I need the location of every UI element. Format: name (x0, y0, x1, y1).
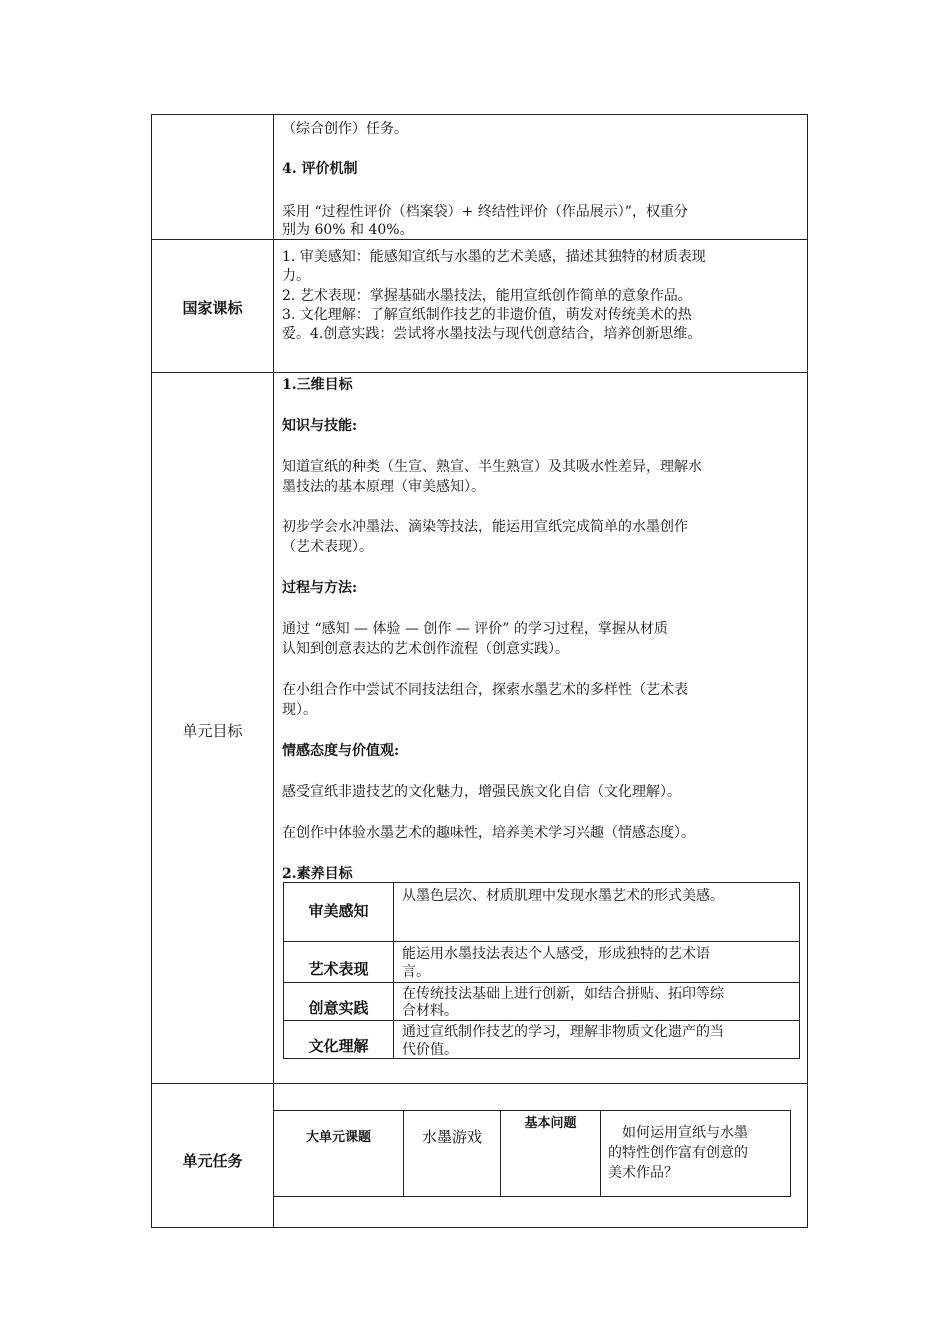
national-standard-label: 国家课标 (182, 299, 243, 317)
literacy-desc-creative-2: 合材料。 (402, 1003, 458, 1019)
literacy-name-cultural: 文化理解 (308, 1037, 369, 1055)
basic-question-label: 基本问题 (524, 1116, 577, 1131)
evaluation-text-line1: 采用 “过程性评价（档案袋）+ 终结性评价（作品展示）”，权重分 (282, 204, 688, 220)
evaluation-text-line2: 别为 60% 和 40%。 (282, 222, 414, 238)
table-bottom-border (151, 1227, 808, 1228)
unit-task-label: 单元任务 (182, 1152, 243, 1170)
literacy-desc-cultural-1: 通过宣纸制作技艺的学习，理解非物质文化遗产的当 (402, 1024, 724, 1040)
task-table-div-3 (600, 1110, 601, 1197)
literacy-name-expression: 艺术表现 (308, 960, 369, 978)
task-continuation-text: （综合创作）任务。 (282, 121, 408, 137)
knowledge-line2b: （艺术表现）。 (282, 539, 373, 555)
knowledge-skills-heading: 知识与技能: (282, 418, 358, 434)
literacy-row-divider-1 (283, 941, 800, 942)
literacy-table-top (283, 882, 800, 883)
big-unit-topic-value: 水墨游戏 (421, 1128, 482, 1146)
process-line2b: 现）。 (282, 702, 317, 718)
basic-question-line1: 如何运用宣纸与水墨 (622, 1125, 748, 1141)
knowledge-line2a: 初步学会水冲墨法、滴染等技法，能运用宣纸完成简单的水墨创作 (282, 519, 688, 535)
standard-line5: 爱。4.创意实践：尝试将水墨技法与现代创意结合，培养创新思维。 (282, 326, 702, 342)
literacy-name-aesthetic: 审美感知 (308, 902, 369, 920)
literacy-table-right (799, 882, 800, 1059)
basic-question-line2: 的特性创作富有创意的 (608, 1145, 748, 1161)
literacy-table-mid (393, 882, 394, 1059)
emotion-line1: 感受宣纸非遗技艺的文化魅力，增强民族文化自信（文化理解）。 (282, 784, 681, 800)
table-top-border (151, 114, 808, 115)
column-divider (273, 114, 274, 1228)
knowledge-line1b: 墨技法的基本原理（审美感知）。 (282, 479, 485, 495)
literacy-goals-heading: 2.素养目标 (282, 866, 353, 882)
row-divider-2 (151, 372, 808, 373)
evaluation-heading: 4. 评价机制 (282, 161, 358, 177)
emotion-line2: 在创作中体验水墨艺术的趣味性，培养美术学习兴趣（情感态度）。 (282, 825, 695, 841)
three-dim-goals-heading: 1.三维目标 (282, 377, 353, 393)
table-left-border (151, 114, 152, 1228)
literacy-row-divider-2 (283, 982, 800, 983)
row-divider-3 (151, 1083, 808, 1084)
emotion-values-heading: 情感态度与价值观: (282, 743, 400, 759)
knowledge-line1a: 知道宣纸的种类（生宣、熟宣、半生熟宣）及其吸水性差异，理解水 (282, 459, 702, 475)
literacy-table-bottom (283, 1058, 800, 1059)
literacy-row-divider-3 (283, 1020, 800, 1021)
literacy-name-creative: 创意实践 (308, 999, 369, 1017)
task-table-div-1 (403, 1110, 404, 1197)
big-unit-topic-label: 大单元课题 (305, 1130, 371, 1145)
standard-line2: 力。 (282, 268, 310, 284)
literacy-desc-aesthetic: 从墨色层次、材质肌理中发现水墨艺术的形式美感。 (402, 888, 724, 904)
literacy-desc-creative-1: 在传统技法基础上进行创新，如结合拼贴、拓印等综 (402, 986, 724, 1002)
literacy-desc-expression-2: 言。 (402, 964, 430, 980)
process-line1b: 认知到创意表达的艺术创作流程（创意实践）。 (282, 641, 569, 657)
literacy-desc-expression-1: 能运用水墨技法表达个人感受，形成独特的艺术语 (402, 946, 710, 962)
process-line2a: 在小组合作中尝试不同技法组合，探索水墨艺术的多样性（艺术表 (282, 682, 688, 698)
unit-goals-label: 单元目标 (182, 722, 243, 740)
process-line1a: 通过 “感知 — 体验 — 创作 — 评价” 的学习过程，掌握从材质 (282, 621, 668, 637)
task-table-bottom (274, 1196, 791, 1197)
row-divider-1 (151, 239, 808, 240)
basic-question-line3: 美术作品？ (608, 1165, 678, 1181)
standard-line3: 2. 艺术表现：掌握基础水墨技法，能用宣纸创作简单的意象作品。 (282, 288, 692, 304)
process-method-heading: 过程与方法: (282, 580, 358, 596)
standard-line4: 3. 文化理解：了解宣纸制作技艺的非遗价值，萌发对传统美术的热 (282, 307, 692, 323)
task-table-right (790, 1110, 791, 1197)
table-right-border (807, 114, 808, 1228)
standard-line1: 1. 审美感知：能感知宣纸与水墨的艺术美感，描述其独特的材质表现 (282, 249, 706, 265)
literacy-desc-cultural-2: 代价值。 (402, 1042, 458, 1058)
task-table-top (274, 1110, 791, 1111)
